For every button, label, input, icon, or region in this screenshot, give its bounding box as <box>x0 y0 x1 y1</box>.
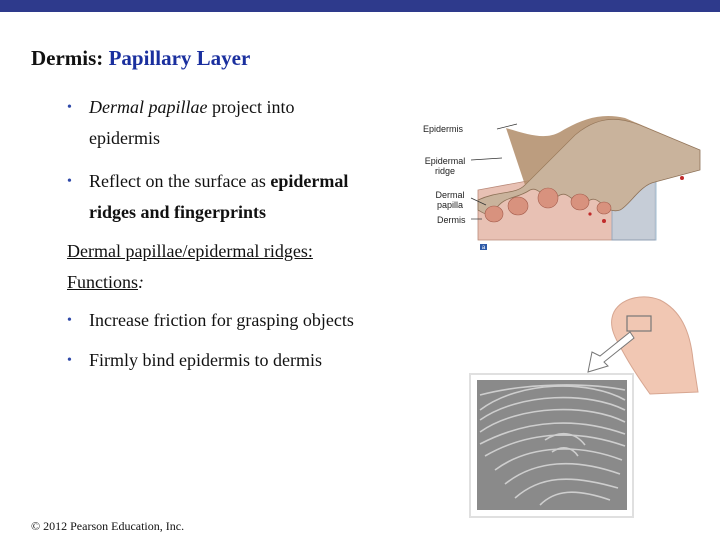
fingerprint-photo <box>477 380 627 510</box>
functions-heading-line2: Functions <box>67 272 139 292</box>
label-epidermal-ridge-1: Epidermal <box>424 156 466 166</box>
title-prefix: Dermis: <box>31 46 109 70</box>
label-epidermal-ridge <box>420 156 470 176</box>
bullet-text: Increase friction for grasping objects <box>89 310 354 330</box>
functions-heading-line1: Dermal papillae/epidermal ridges: <box>67 241 313 261</box>
bullet-line2: epidermis <box>89 128 160 148</box>
functions-colon: : <box>138 272 145 292</box>
label-epidermal-ridge-2: ridge <box>434 166 455 176</box>
bullet-rest: project into <box>207 97 295 117</box>
bullet-dot: • <box>67 313 72 328</box>
bullet-bold: epidermal <box>270 171 349 191</box>
bullet-text: Reflect on the surface as <box>89 171 271 191</box>
label-dermal-papilla <box>425 190 475 210</box>
copyright-text: © 2012 Pearson Education, Inc. <box>31 519 185 533</box>
panel-letter: a <box>481 245 486 251</box>
bullet-italic: Dermal papillae <box>89 97 208 117</box>
title-highlight: Papillary Layer <box>108 46 251 70</box>
bullet-text: Firmly bind epidermis to dermis <box>89 350 322 370</box>
label-epidermis: Epidermis <box>423 124 464 134</box>
bullet-dot: • <box>67 174 72 189</box>
bullet-dot: • <box>67 353 72 368</box>
label-dermal-papilla-2: papilla <box>436 200 464 210</box>
label-dermal-papilla-1: Dermal <box>435 190 465 200</box>
bullet-dot: • <box>67 100 72 115</box>
bullet-line2: ridges and fingerprints <box>89 202 267 222</box>
label-dermis: Dermis <box>437 215 466 225</box>
